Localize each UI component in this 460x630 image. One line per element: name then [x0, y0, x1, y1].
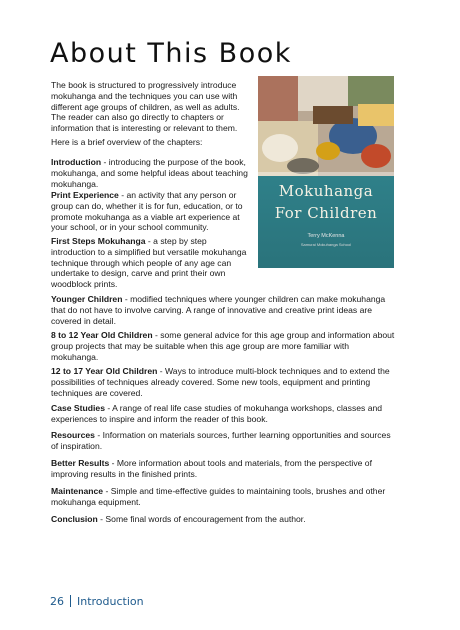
- chapter-description: - a step by step introduction to a simplified but versatile mokuhanga technique through which people of any age can undertake to design, carve and print their own woodblock prints.: [51, 236, 247, 290]
- cover-subtitle: Samurai Mokuhanga School: [300, 242, 352, 247]
- chapter-entry: [51, 157, 251, 189]
- chapter-name: 12 to 17 Year Old Children: [51, 366, 158, 376]
- chapter-entry: [51, 294, 396, 326]
- page-footer: [50, 595, 144, 608]
- chapter-name: Maintenance: [51, 486, 104, 496]
- chapter-entry: [51, 486, 396, 508]
- chapter-name: Resources: [51, 430, 95, 440]
- chapter-description: - Some final words of encouragement from the author.: [97, 514, 306, 524]
- page-number: 26: [50, 595, 64, 608]
- chapter-description: - Ways to introduce multi-block techniques and to extend the possibilities of techniques already covered. Some new tools, equipment and printing techniques are covered.: [51, 366, 390, 398]
- chapter-entry: [51, 430, 396, 452]
- chapter-entry: [51, 514, 396, 525]
- page-title: About This Book: [50, 38, 292, 69]
- footer-divider: [70, 595, 71, 607]
- chapter-description: - A range of real life case studies of mokuhanga workshops, classes and experiences to inspire and inform the reader of this book.: [51, 403, 383, 424]
- book-cover-image: [258, 76, 394, 268]
- chapter-entry: [51, 403, 396, 425]
- chapter-entry: [51, 236, 251, 290]
- intro-paragraph: The book is structured to progressively introduce mokuhanga and the techniques you can use with different age groups of children, as well as adults. The reader can also go directly to chapters or information that is interesting or relevant to them.: [51, 80, 240, 134]
- chapter-description: - modified techniques where younger children can make mokuhanga that do not have to involve carving. A range of innovative and creative print ideas are covered in detail.: [51, 294, 386, 326]
- chapter-description: - More information about tools and materials, from the perspective of improving results in the finished prints.: [51, 458, 372, 479]
- cover-author: Terry McKenna: [307, 233, 345, 239]
- cover-title-line2: For Children: [274, 204, 378, 222]
- cover-title-line1: Mokuhanga: [278, 182, 374, 200]
- chapter-description: - an activity that any person or group can do, whether it is for fun, education, or to promote mokuhanga as a viable art experience at your school, or in your school community.: [51, 190, 243, 233]
- chapter-description: - introducing the purpose of the book, mokuhanga, and some helpful ideas about teaching mokuhanga.: [51, 157, 248, 189]
- chapter-entry: [51, 190, 251, 233]
- chapter-name: First Steps Mokuhanga: [51, 236, 146, 246]
- chapter-name: Introduction: [51, 157, 102, 167]
- cover-photo-collage: [258, 76, 394, 176]
- footer-section: Introduction: [77, 595, 144, 608]
- chapter-description: - some general advice for this age group and information about group projects that may be suitable when this age group are more familiar with mokuhanga.: [51, 330, 395, 362]
- overview-line: Here is a brief overview of the chapters:: [51, 137, 203, 147]
- chapter-entry: [51, 458, 396, 480]
- chapter-name: 8 to 12 Year Old Children: [51, 330, 153, 340]
- chapter-description: - Information on materials sources, further learning opportunities and sources of inspiration.: [51, 430, 391, 451]
- chapter-entry: [51, 366, 396, 398]
- chapter-entry: [51, 330, 396, 362]
- chapter-name: Better Results: [51, 458, 110, 468]
- chapter-name: Conclusion: [51, 514, 98, 524]
- chapter-description: - Simple and time-effective guides to maintaining tools, brushes and other mokuhanga equipment.: [51, 486, 386, 507]
- chapter-name: Case Studies: [51, 403, 105, 413]
- chapter-name: Print Experience: [51, 190, 119, 200]
- chapter-name: Younger Children: [51, 294, 123, 304]
